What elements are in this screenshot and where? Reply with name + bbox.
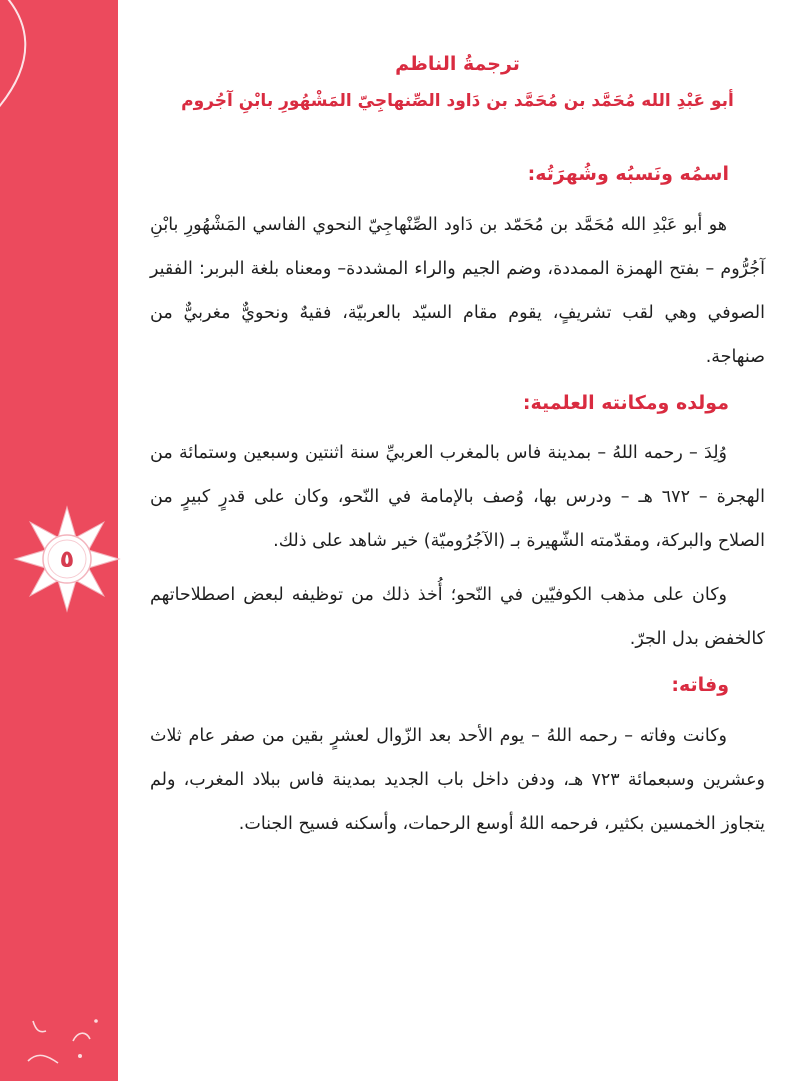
paragraph: وكان على مذهب الكوفيّين في النّحو؛ أُخذ ذلك من توظيفه لبعض اصطلاحاتهم كالخفض بدل الجرّ.: [150, 585, 765, 649]
paragraph: وكانت وفاته – رحمه اللهُ – يوم الأحد بعد الزّوال لعشرٍ بقين من صفر عام ثلاث وعشرين وسبعمائة ٧٢٣ هـ، ودفن داخل باب الجديد بمدينة فاس ببلاد المغرب، ولم يتجاوز الخمسين بكثير، فرحمه اللهُ أوسع الرحمات، وأسكنه فسيح الجنات.: [150, 725, 765, 834]
page-number: ٥: [59, 545, 75, 573]
document-body: [150, 36, 765, 856]
section-heading: اسمُه ونَسبُه وشُهرَتُه:: [527, 163, 729, 185]
swirl-ornament-icon: [0, 0, 50, 120]
section-name-lineage: [150, 160, 765, 379]
section-heading: مولده ومكانته العلمية:: [522, 391, 729, 414]
section-birth-status: [150, 389, 765, 662]
floral-ornament-icon: [18, 1001, 108, 1071]
document-subtitle: أبو عَبْدِ الله مُحَمَّد بن مُحَمَّد بن دَاود الصِّنهاجِيّ المَشْهُورِ بابْنِ آجُروم: [181, 90, 734, 111]
section-death: [150, 671, 765, 846]
document-title: ترجمةُ الناظم: [395, 53, 520, 75]
section-heading: وفاته:: [671, 674, 729, 696]
paragraph: هو أبو عَبْدِ الله مُحَمَّد بن مُحَمّد بن دَاود الصِّنْهاجِيّ النحوي الفاسي المَشْهُورِ بابْنِ آجُرُّوم – بفتح الهمزة الممددة، وضم الجيم والراء المشددة– ومعناه بلغة البربر: الفقير الصوفي وهي لقب تشريفٍ، يقوم مقام السيّد بالعربيّة، فقيهٌ ونحويٌّ مغربيٌّ من صنهاجة.: [150, 214, 765, 367]
page-number-badge: [12, 504, 122, 614]
paragraph: وُلِدَ – رحمه اللهُ – بمدينة فاس بالمغرب العربيِّ سنة اثنتين وسبعين وستمائة من الهجرة – ٦٧٢ هـ – ودرس بها، وُصف بالإمامة في النّحو، وكان على قدرٍ كبيرٍ من الصلاح والبركة، ومقدّمته الشّهيرة بـ (الآجُرُوميّة) خير شاهد على ذلك.: [150, 443, 765, 551]
